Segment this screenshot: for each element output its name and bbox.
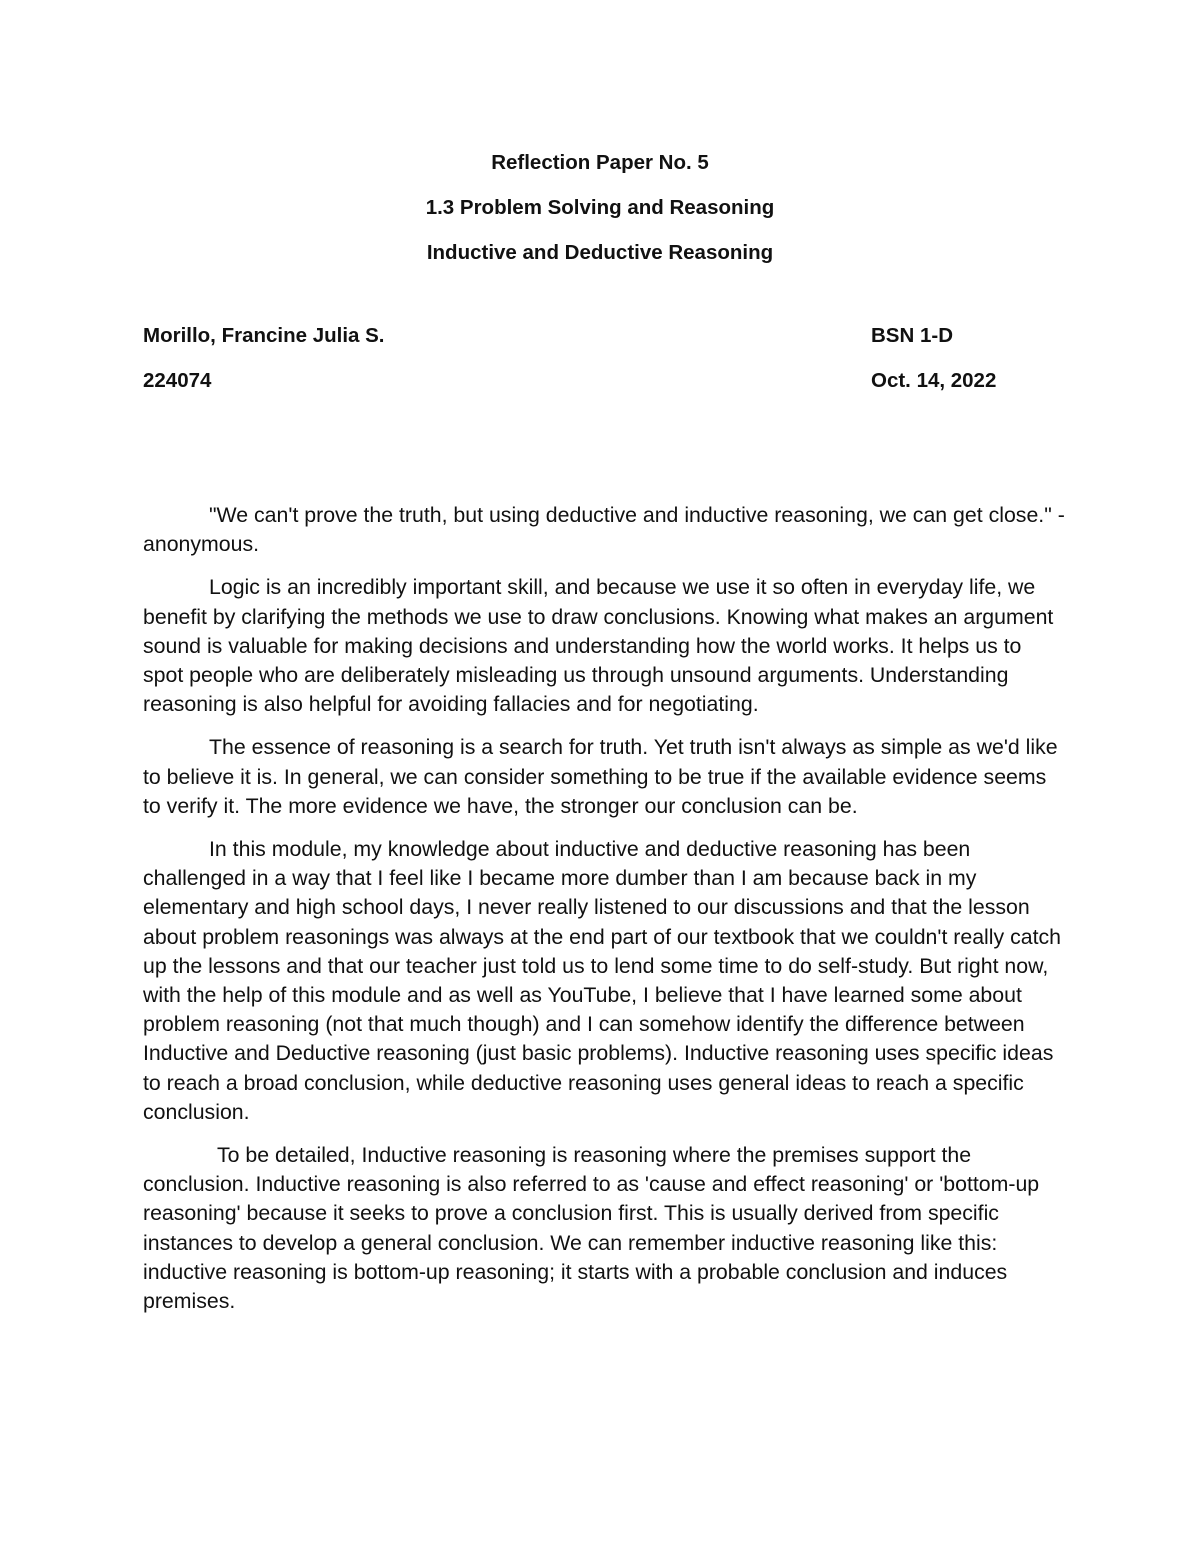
- paper-topic: Inductive and Deductive Reasoning: [426, 241, 774, 264]
- student-name: Morillo, Francine Julia S.: [143, 324, 385, 347]
- opening-quote: "We can't prove the truth, but using deductive and inductive reasoning, we can get close." - anonymous.: [143, 503, 1065, 557]
- student-info-row-2: [143, 367, 1018, 395]
- submission-date: Oct. 14, 2022: [871, 369, 997, 392]
- paper-subtitle: 1.3 Problem Solving and Reasoning: [425, 196, 775, 219]
- student-id-number: 224074: [143, 369, 212, 392]
- student-info-row-1: [143, 322, 1018, 350]
- paper-title: Reflection Paper No. 5: [491, 151, 709, 174]
- body-text: [143, 501, 1065, 1330]
- title-block: [0, 140, 1200, 275]
- body-paragraph: In this module, my knowledge about inductive and deductive reasoning has been challenged in a way that I feel like I became more dumber than I am because back in my elementary and high school days, I never really listened to our discussions and that the lesson about problem reasonings was always at the end part of our textbook that we couldn't really catch up the lessons and that our teacher just told us to lend some time to do self-study. But right now, with the help of this module and as well as YouTube, I believe that I have learned some about problem reasoning (not that much though) and I can somehow identify the difference between Inductive and Deductive reasoning (just basic problems). Inductive reasoning uses specific ideas to reach a broad conclusion, while deductive reasoning uses general ideas to reach a specific conclusion.: [143, 837, 1061, 1124]
- body-paragraph: Logic is an incredibly important skill, and because we use it so often in everyday life, we benefit by clarifying the methods we use to draw conclusions. Knowing what makes an argument sound is valuable for making decisions and understanding how the world works. It helps us to spot people who are deliberately misleading us through unsound arguments. Understanding reasoning is also helpful for avoiding fallacies and for negotiating.: [143, 575, 1054, 717]
- body-paragraph: To be detailed, Inductive reasoning is reasoning where the premises support the conclusion. Inductive reasoning is also referred to as 'cause and effect reasoning' or 'bottom-up reasoning' because it seeks to prove a conclusion first. This is usually derived from specific instances to develop a general conclusion. We can remember inductive reasoning like this: inductive reasoning is bottom-up reasoning; it starts with a probable conclusion and induces premises.: [143, 1143, 1040, 1314]
- student-section: BSN 1-D: [871, 324, 954, 347]
- body-paragraph: The essence of reasoning is a search for truth. Yet truth isn't always as simple as we'd like to believe it is. In general, we can consider something to be true if the available evidence seems to verify it. The more evidence we have, the stronger our conclusion can be.: [143, 735, 1058, 818]
